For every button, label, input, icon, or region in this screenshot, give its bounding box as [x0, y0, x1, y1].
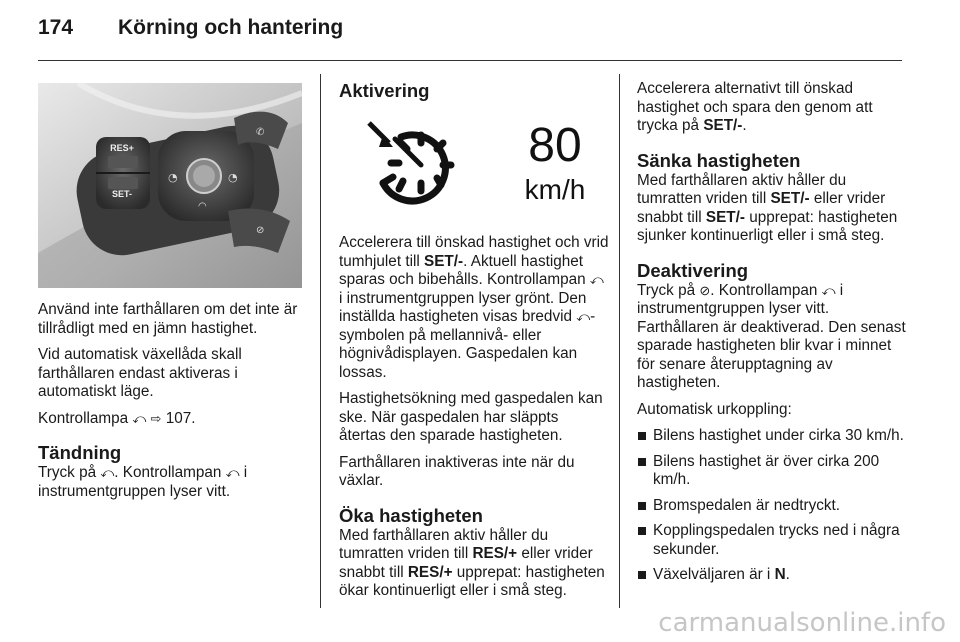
page-number: 174 [38, 16, 74, 39]
cruise-control-icon: ⤺ [132, 410, 147, 426]
tandning-paragraph: Tryck på ⤺. Kontrollampan ⤺ i instrumentgruppen lyser vitt. [38, 464, 248, 500]
bullet-square-icon [638, 458, 646, 466]
warning-paragraph: Använd inte farthållaren om det inte är tillrådligt med en jämn hastighet. [38, 301, 298, 337]
list-item: Bromspedalen är nedtryckt. [637, 497, 907, 516]
decrease-speed-paragraph: Med farthållaren aktiv håller du tumratten vriden till SET/- eller vrider snabbt till SET/- upprepat: hastigheten sjunker kontinuerligt eller i små steg. [637, 171, 898, 244]
cruise-control-icon: ⤺ [100, 465, 115, 480]
gauge-speed-unit: km/h [524, 174, 586, 205]
gear-change-paragraph: Farthållaren inaktiveras inte när du växlar. [339, 453, 575, 489]
accelerator-paragraph: Hastighetsökning med gaspedalen kan ske. När gaspedalen har släppts återtas den sparade hastigheten. [339, 390, 603, 444]
list-item: Kopplingspedalen trycks ned i några sekunder. [637, 522, 907, 559]
heading-aktivering: Aktivering [339, 80, 430, 101]
gauge-speed-value: 80 [528, 119, 582, 172]
page-reference-link[interactable]: 107. [165, 409, 196, 427]
heading-oka-hastigheten: Öka hastigheten [339, 504, 483, 526]
svg-text:✆: ✆ [256, 127, 265, 138]
watermark: carmanualsonline.info [658, 608, 946, 638]
column-divider-2 [619, 74, 620, 608]
column-left [38, 301, 308, 509]
list-item: Bilens hastighet är över cirka 200 km/h. [637, 453, 907, 490]
list-item: Växelväljaren är i N. [637, 566, 907, 585]
cruise-control-icon: ⤺ [576, 309, 591, 324]
cruise-cancel-icon: ⊘ [699, 282, 711, 298]
automatic-gearbox-paragraph: Vid automatisk växellåda skall farthållaren endast aktiveras i automatiskt läge. [38, 346, 242, 400]
heading-tandning: Tändning [38, 442, 122, 463]
svg-text:◠: ◠ [198, 201, 207, 212]
indicator-reference-paragraph: Kontrollampa ⤺ ⇨ 107. [38, 409, 196, 427]
deactivation-paragraph: Tryck på ⊘. Kontrollampan ⤺ i instrumentgruppen lyser vitt. Farthållaren är deaktiverad. Den senast sparade hastigheten blir kvar i minnet för senare återupptagning av hastigheten. [637, 281, 906, 391]
set-minus-label: SET- [111, 189, 133, 199]
cruise-control-icon: ⤺ [225, 465, 240, 480]
list-item: Bilens hastighet under cirka 30 km/h. [637, 427, 907, 446]
bullet-square-icon [638, 432, 646, 440]
svg-text:◔: ◔ [168, 171, 178, 184]
increase-speed-paragraph: Med farthållaren aktiv håller du tumratten vriden till RES/+ eller vrider snabbt till RES/+ upprepat: hastigheten ökar kontinuerligt eller i små steg. [339, 526, 605, 599]
page-title: Körning och hantering [118, 16, 344, 39]
cruise-control-icon: ⤺ [589, 272, 604, 287]
auto-disengage-intro: Automatisk urkoppling: [637, 400, 792, 418]
cruise-control-icon: ⤺ [821, 282, 836, 298]
alt-activation-paragraph: Accelerera alternativt till önskad hastighet och spara den genom att trycka på SET/-. [637, 80, 873, 134]
activation-paragraph: Accelerera till önskad hastighet och vrid tumhjulet till SET/-. Aktuell hastighet sparas och bibehålls. Kontrollampan ⤺ i instrumentgruppen lyser grönt. Den inställda hastigheten visas bredvid ⤺-symbolen på mellannivå- eller högnivådisplayen. Gaspedalen kan lossas. [339, 234, 609, 381]
column-middle [339, 80, 609, 609]
auto-disengage-list [637, 427, 907, 585]
svg-text:⊘: ⊘ [256, 225, 265, 236]
heading-sanka-hastigheten: Sänka hastigheten [637, 149, 801, 171]
page-ref-arrow-icon: ⇨ [150, 410, 162, 426]
column-right [637, 80, 907, 592]
bullet-square-icon [638, 571, 646, 579]
res-plus-label: RES+ [110, 143, 134, 153]
column-divider-1 [320, 74, 321, 608]
heading-deaktivering: Deaktivering [637, 259, 749, 281]
bullet-square-icon [638, 527, 646, 535]
steering-wheel-controls-photo [38, 83, 302, 288]
svg-text:◔: ◔ [228, 171, 238, 184]
header-rule [38, 60, 902, 61]
bullet-square-icon [638, 502, 646, 510]
